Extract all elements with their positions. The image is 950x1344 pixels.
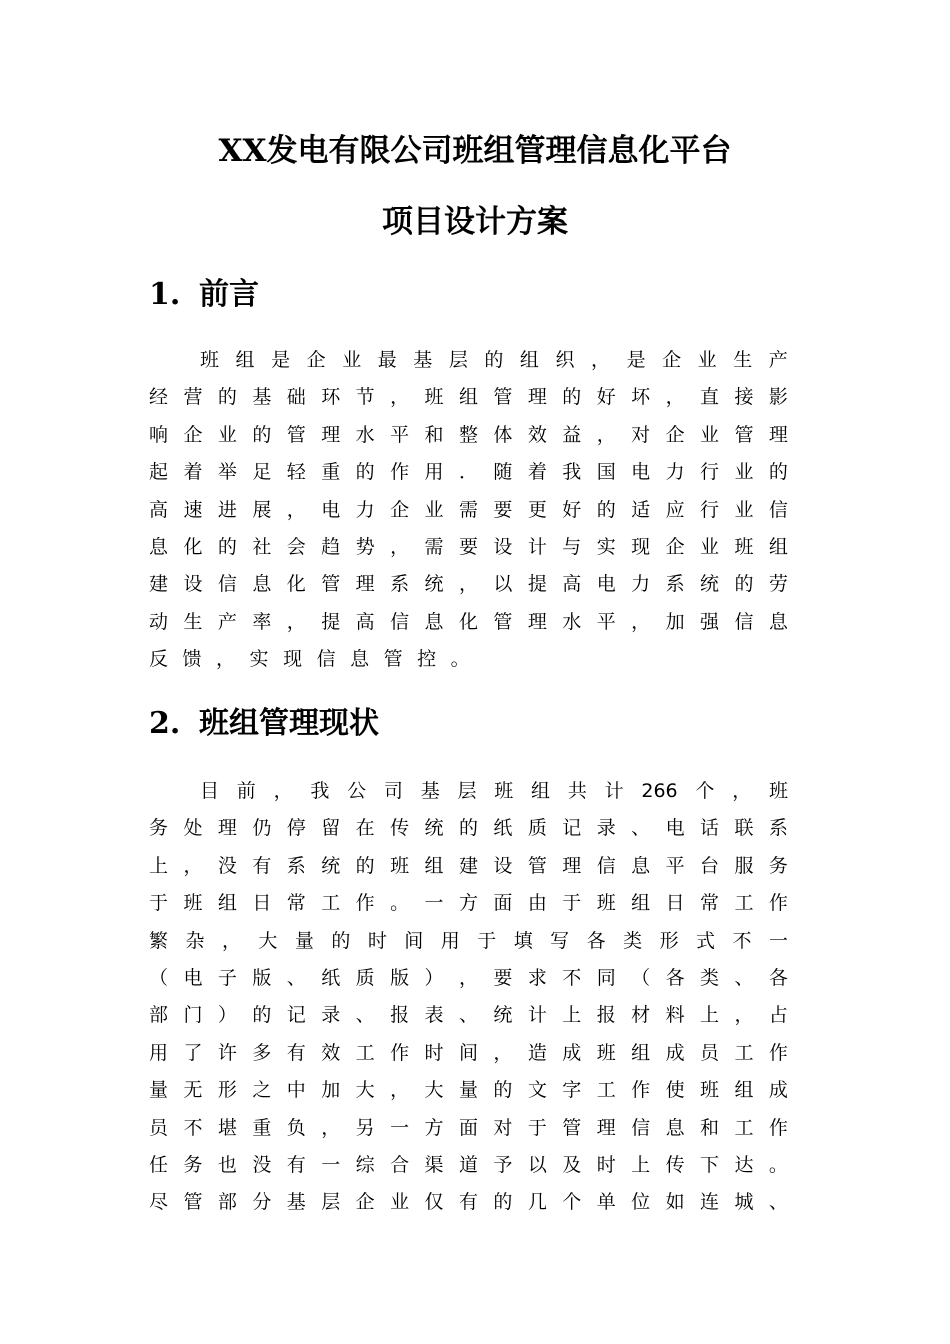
paragraph-line: 繁 杂 ， 大 量 的 时 间 用 于 填 写 各 类 形 式 不 一 [149, 929, 788, 952]
section-1-heading [149, 275, 259, 315]
paragraph-line: 响 企 业 的 管 理 水 平 和 整 体 效 益 ， 对 企 业 管 理 [149, 423, 788, 446]
paragraph-line: 息 化 的 社 会 趋 势 ， 需 要 设 计 与 实 现 企 业 班 组 [149, 535, 788, 558]
paragraph-line: （ 电 子 版 、 纸 质 版 ） ， 要 求 不 同 （ 各 类 、 各 [149, 966, 788, 989]
paragraph-line: 部 门 ） 的 记 录 、 报 表 、 统 计 上 报 材 料 上 ， 占 [149, 1004, 788, 1027]
paragraph-line: 目 前 ， 我 公 司 基 层 班 组 共 计 266 个 ， 班 [200, 780, 788, 802]
section-2-heading [149, 704, 379, 744]
paragraph-line: 高 速 进 展 ， 电 力 企 业 需 要 更 好 的 适 应 行 业 信 [149, 498, 788, 521]
section-number: 2. [149, 706, 181, 741]
paragraph-line: 于 班 组 日 常 工 作 。 一 方 面 由 于 班 组 日 常 工 作 [149, 892, 788, 915]
paragraph-line: 员 不 堪 重 负 ， 另 一 方 面 对 于 管 理 信 息 和 工 作 [149, 1116, 788, 1139]
document-title-line-2: 项目设计方案 [382, 204, 568, 240]
section-title: 班组管理现状 [199, 706, 379, 741]
paragraph-line: 任 务 也 没 有 一 综 合 渠 道 予 以 及 时 上 传 下 达 。 [149, 1153, 788, 1176]
paragraph-line: 班 组 是 企 业 最 基 层 的 组 织 ， 是 企 业 生 产 [200, 349, 788, 371]
paragraph-line: 动 生 产 率 ， 提 高 信 息 化 管 理 水 平 ， 加 强 信 息 [149, 610, 788, 633]
paragraph-line: 经 营 的 基 础 环 节 ， 班 组 管 理 的 好 坏 ， 直 接 影 [149, 386, 788, 409]
paragraph-line: 务 处 理 仍 停 留 在 传 统 的 纸 质 记 录 、 电 话 联 系 [149, 817, 788, 840]
section-2-body [149, 773, 788, 1222]
section-1-body [149, 342, 788, 679]
paragraph-line: 用 了 许 多 有 效 工 作 时 间 ， 造 成 班 组 成 员 工 作 [149, 1041, 788, 1064]
paragraph-line: 尽 管 部 分 基 层 企 业 仅 有 的 几 个 单 位 如 连 城 、 [149, 1191, 788, 1214]
paragraph-line: 量 无 形 之 中 加 大 ， 大 量 的 文 字 工 作 使 班 组 成 [149, 1079, 788, 1102]
paragraph-line: 反 馈 ， 实 现 信 息 管 控 。 [149, 648, 470, 671]
paragraph-line: 上 ， 没 有 系 统 的 班 组 建 设 管 理 信 息 平 台 服 务 [149, 854, 788, 877]
document-title-line-1: XX发电有限公司班组管理信息化平台 [218, 133, 732, 169]
paragraph-line: 建 设 信 息 化 管 理 系 统 ， 以 提 高 电 力 系 统 的 劳 [149, 573, 788, 596]
paragraph-line: 起 着 举 足 轻 重 的 作 用 ． 随 着 我 国 电 力 行 业 的 [149, 461, 788, 484]
section-title: 前言 [199, 277, 259, 312]
section-number: 1. [149, 277, 181, 312]
